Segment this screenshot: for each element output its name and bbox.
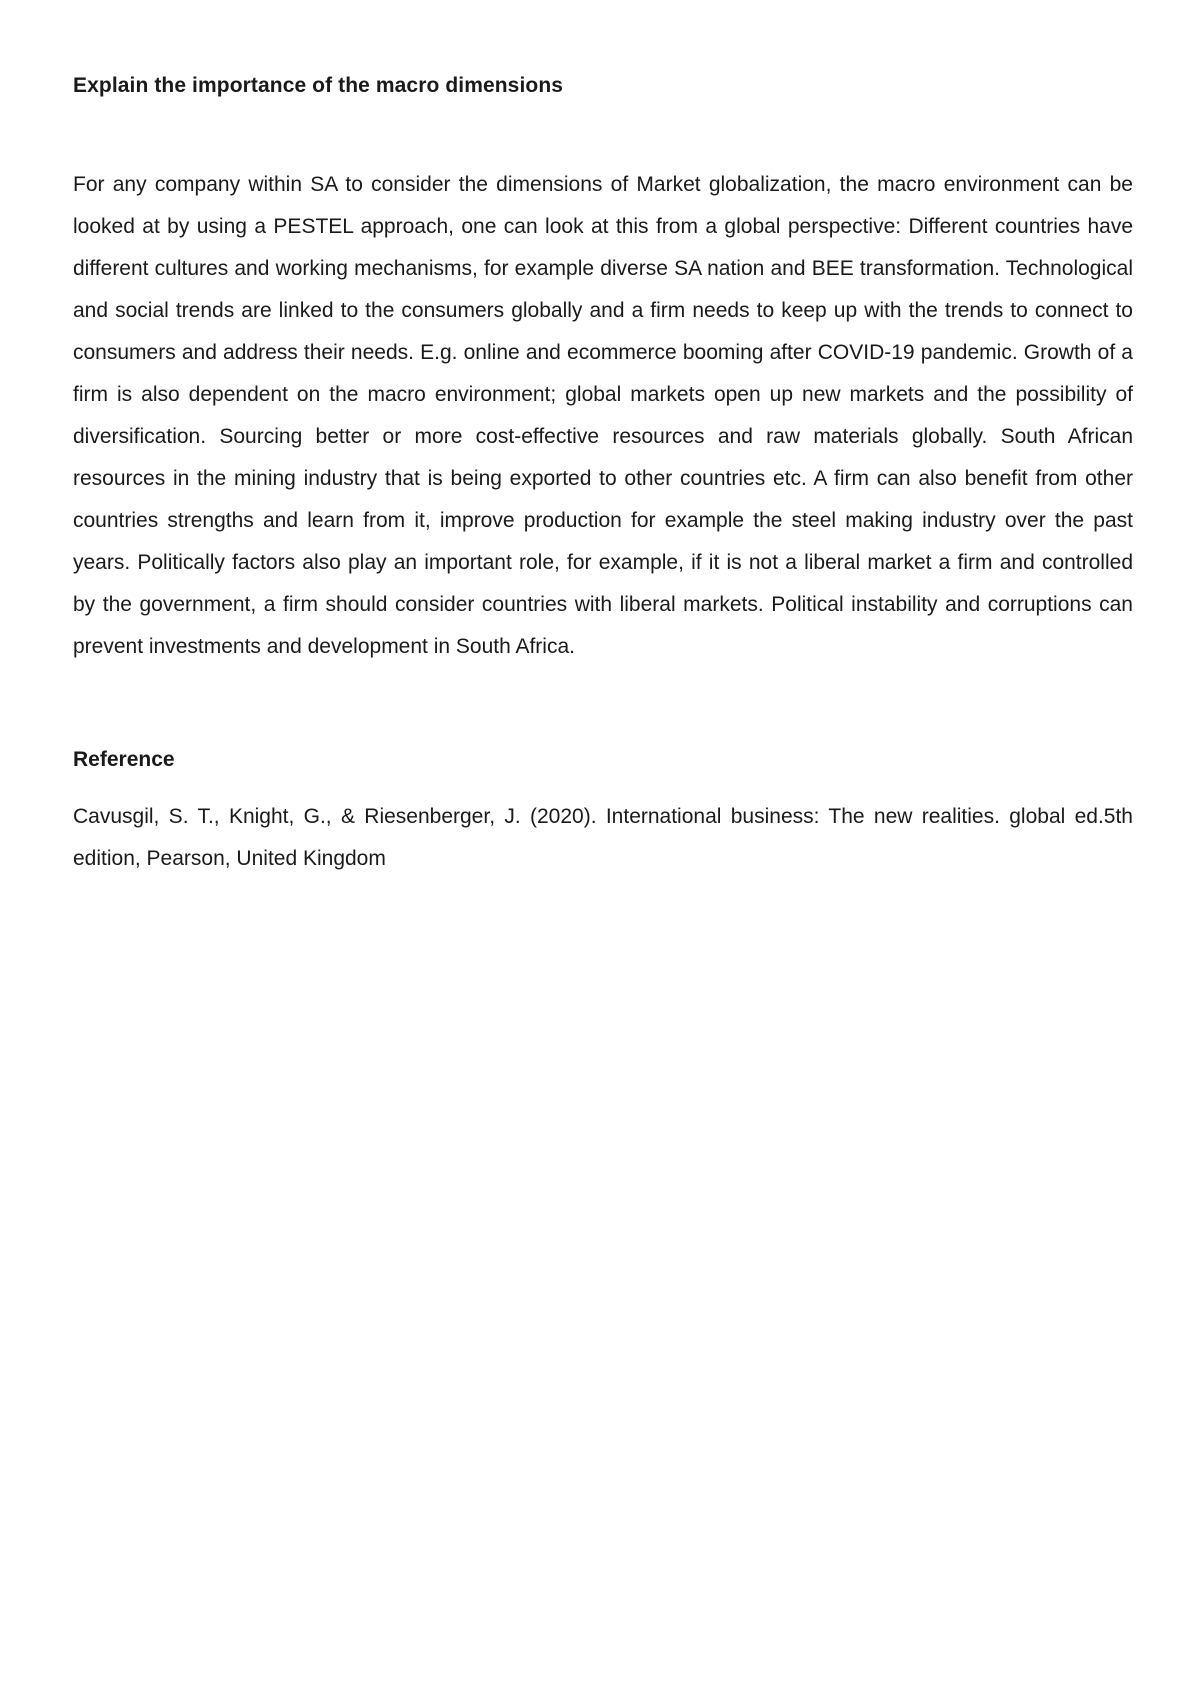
body-paragraph: For any company within SA to consider the dimensions of Market globalization, the macro environment can be looked at by using a PESTEL approach, one can look at this from a global perspective: Different countries have different cultures and working mechanisms, for example diverse SA nation and BEE transformation. Technological and social trends are linked to the consumers globally and a firm needs to keep up with the trends to connect to consumers and address their needs. E.g. online and ecommerce booming after COVID-19 pandemic. Growth of a firm is also dependent on the macro environment; global markets open up new markets and the possibility of diversification. Sourcing better or more cost-effective resources and raw materials globally. South African resources in the mining industry that is being exported to other countries etc. A firm can also benefit from other countries strengths and learn from it, improve production for example the steel making industry over the past years. Politically factors also play an important role, for example, if it is not a liberal market a firm and controlled by the government, a firm should consider countries with liberal markets. Political instability and corruptions can prevent investments and development in South Africa. [73, 173, 1133, 658]
reference-citation: Cavusgil, S. T., Knight, G., & Riesenberger, J. (2020). International business: The new realities. global ed.5th edition, Pearson, United Kingdom [73, 805, 1133, 870]
reference-heading: Reference [73, 748, 175, 771]
document-content [73, 72, 1133, 880]
document-title: Explain the importance of the macro dimensions [73, 74, 564, 97]
